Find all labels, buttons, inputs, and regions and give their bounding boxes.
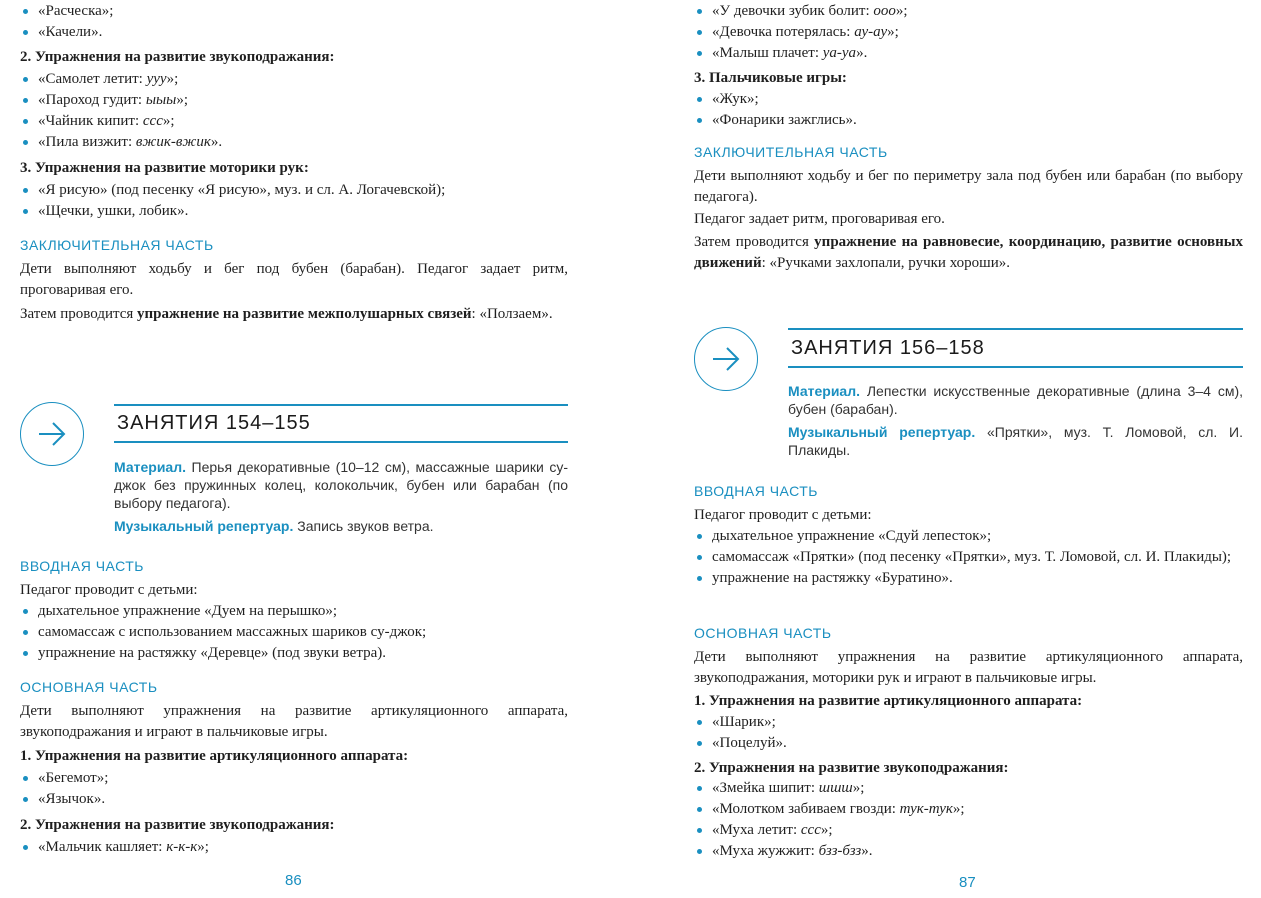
divider — [114, 404, 568, 406]
exercise-heading: 3. Пальчиковые игры: — [694, 70, 847, 86]
lesson-marker — [694, 327, 758, 391]
list-item: «Муха летит: ссс»; — [694, 820, 1243, 841]
list-top-left — [20, 1, 568, 43]
list-item: «Жук»; — [694, 89, 1243, 110]
list-item: «Пила визжит: вжик-вжик». — [20, 132, 568, 153]
list-item: «Пароход гудит: ыыы»; — [20, 90, 568, 111]
finger-games-list — [694, 89, 1243, 131]
paragraph: Дети выполняют ходьбу и бег по периметру зала под бубен или барабан (по выбору педагога). — [694, 168, 1243, 205]
paragraph: Дети выполняют упражнения на развитие артикуляционного аппарата, звукоподражания, моторики рук и играют в пальчиковые игры. — [694, 649, 1243, 686]
list-item: «Мальчик кашляет: к-к-к»; — [20, 837, 568, 858]
paragraph: Педагог задает ритм, проговаривая его. — [694, 211, 945, 227]
list-item: «Чайник кипит: ссс»; — [20, 111, 568, 132]
intro-list — [694, 526, 1243, 589]
sound-exercise-list-top — [694, 1, 1243, 64]
list-item: «Щечки, ушки, лобик». — [20, 201, 568, 222]
list-item: самомассаж «Прятки» (под песенку «Прятки», муз. Т. Ломовой, сл. И. Плакиды); — [694, 547, 1243, 568]
paragraph: Дети выполняют ходьбу и бег под бубен (барабан). Педагог задает ритм, проговаривая его. — [20, 261, 568, 298]
list-item: «Поцелуй». — [694, 733, 1243, 754]
list-item: «Молотком забиваем гвозди: тук-тук»; — [694, 799, 1243, 820]
paragraph: Педагог проводит с детьми: — [20, 582, 198, 598]
lesson-header-156-158 — [694, 327, 1243, 467]
sound-exercise-list-2 — [694, 778, 1243, 862]
music-block: Музыкальный репертуар. Запись звуков ветра. — [114, 518, 434, 534]
articulation-list — [694, 712, 1243, 754]
section-title-final: ЗАКЛЮЧИТЕЛЬНАЯ ЧАСТЬ — [694, 144, 888, 160]
exercise-heading: 2. Упражнения на развитие звукоподражания: — [694, 760, 1009, 776]
lesson-title: ЗАНЯТИЯ 156–158 — [791, 337, 985, 359]
material-block: Материал. Перья декоративные (10–12 см), массажные шарики су-джок без пружинных колец, колокольчик, бубен или барабан (по выбору педагога). — [114, 459, 568, 511]
intro-list — [20, 601, 568, 664]
list-item: дыхательное упражнение «Сдуй лепесток»; — [694, 526, 1243, 547]
list-item: «Самолет летит: ууу»; — [20, 69, 568, 90]
exercise-heading: 1. Упражнения на развитие артикуляционного аппарата: — [694, 693, 1083, 709]
list-item: упражнение на растяжку «Деревце» (под звуки ветра). — [20, 643, 568, 664]
lesson-marker — [20, 402, 84, 466]
list-item: «Девочка потерялась: ау-ау»; — [694, 22, 1243, 43]
lesson-header-154-155 — [20, 402, 568, 542]
list-item: «Муха жужжит: бзз-бзз». — [694, 841, 1243, 862]
list-item: «Расческа»; — [20, 1, 568, 22]
page-number: 87 — [959, 874, 976, 891]
articulation-list — [20, 768, 568, 810]
section-title-intro: ВВОДНАЯ ЧАСТЬ — [694, 483, 818, 499]
page-right — [694, 0, 1243, 898]
motor-exercise-list — [20, 180, 568, 222]
list-item: «Бегемот»; — [20, 768, 568, 789]
lesson-title: ЗАНЯТИЯ 154–155 — [117, 412, 311, 434]
list-item: самомассаж с использованием массажных шариков су-джок; — [20, 622, 568, 643]
material-block: Материал. Лепестки искусственные декоративные (длина 3–4 см), бубен (барабан). — [788, 383, 1243, 417]
exercise-heading: 1. Упражнения на развитие артикуляционного аппарата: — [20, 748, 409, 764]
paragraph: Затем проводится упражнение на равновесие, координацию, развитие основных движений: «Ручками захлопали, ручки хороши». — [694, 234, 1243, 271]
list-item: «Шарик»; — [694, 712, 1243, 733]
divider — [788, 328, 1243, 330]
section-title-final: ЗАКЛЮЧИТЕЛЬНАЯ ЧАСТЬ — [20, 237, 214, 253]
list-item: «У девочки зубик болит: ооо»; — [694, 1, 1243, 22]
exercise-heading: 3. Упражнения на развитие моторики рук: — [20, 160, 309, 176]
section-title-main: ОСНОВНАЯ ЧАСТЬ — [20, 679, 158, 695]
page-left — [20, 0, 568, 898]
list-item: «Змейка шипит: шшш»; — [694, 778, 1243, 799]
music-block: Музыкальный репертуар. «Прятки», муз. Т. Ломовой, сл. И. Плакиды. — [788, 424, 1243, 458]
list-item: «Качели». — [20, 22, 568, 43]
list-item: дыхательное упражнение «Дуем на перышко»; — [20, 601, 568, 622]
section-title-main: ОСНОВНАЯ ЧАСТЬ — [694, 625, 832, 641]
list-item: «Малыш плачет: уа-уа». — [694, 43, 1243, 64]
arrow-right-icon — [36, 418, 68, 450]
exercise-heading: 2. Упражнения на развитие звукоподражания: — [20, 49, 335, 65]
page-number: 86 — [285, 872, 302, 889]
divider — [114, 441, 568, 443]
arrow-right-icon — [710, 343, 742, 375]
section-title-intro: ВВОДНАЯ ЧАСТЬ — [20, 558, 144, 574]
paragraph: Затем проводится упражнение на развитие межполушарных связей: «Ползаем». — [20, 306, 553, 322]
divider — [788, 366, 1243, 368]
paragraph: Дети выполняют упражнения на развитие артикуляционного аппарата, звукоподражания и играют в пальчиковые игры. — [20, 703, 568, 740]
list-item: упражнение на растяжку «Буратино». — [694, 568, 1243, 589]
list-item: «Фонарики зажглись». — [694, 110, 1243, 131]
exercise-heading: 2. Упражнения на развитие звукоподражания: — [20, 817, 335, 833]
list-item: «Я рисую» (под песенку «Я рисую», муз. и сл. А. Логачевской); — [20, 180, 568, 201]
sound-exercise-list — [20, 69, 568, 153]
paragraph: Педагог проводит с детьми: — [694, 507, 872, 523]
sound-exercise-list-2 — [20, 837, 568, 858]
list-item: «Язычок». — [20, 789, 568, 810]
